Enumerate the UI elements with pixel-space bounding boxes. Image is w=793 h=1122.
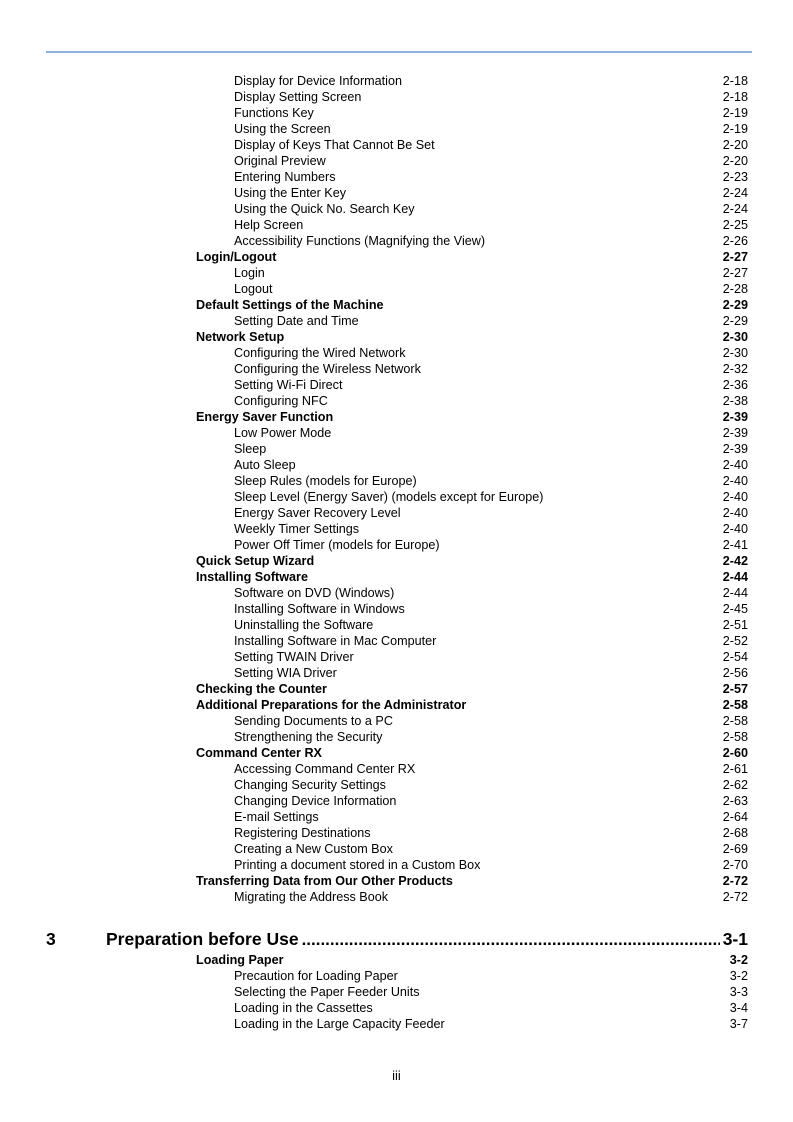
entry-title: Configuring the Wireless Network <box>234 362 421 376</box>
toc-subsection-entry[interactable] <box>234 648 748 664</box>
entry-title: Migrating the Address Book <box>234 890 389 904</box>
entry-page: 2-39 <box>722 410 748 424</box>
toc-subsection-entry[interactable] <box>234 120 748 136</box>
entry-title: Display of Keys That Cannot Be Set <box>234 138 435 152</box>
entry-page: 2-26 <box>722 234 748 248</box>
entry-title: Login/Logout <box>196 250 277 264</box>
toc-subsection-entry[interactable] <box>234 424 748 440</box>
chapter-title: Preparation before Use <box>106 929 299 949</box>
entry-title: Uninstalling the Software <box>234 618 374 632</box>
toc-section-entry[interactable] <box>196 680 748 696</box>
toc-subsection-entry[interactable] <box>234 967 748 983</box>
toc-subsection-entry[interactable] <box>234 840 748 856</box>
entry-page: 2-72 <box>722 874 748 888</box>
entry-page: 2-57 <box>722 682 748 696</box>
toc-subsection-entry[interactable] <box>234 344 748 360</box>
page-number: iii <box>392 1068 401 1083</box>
entry-page: 2-40 <box>722 490 748 504</box>
toc-subsection-entry[interactable] <box>234 456 748 472</box>
toc-subsection-entry[interactable] <box>234 520 748 536</box>
entry-title: Sleep <box>234 442 267 456</box>
entry-page: 2-24 <box>722 202 748 216</box>
entry-title: Changing Security Settings <box>234 778 386 792</box>
toc-subsection-entry[interactable] <box>234 824 748 840</box>
entry-page: 2-27 <box>722 250 748 264</box>
entry-title: Transferring Data from Our Other Products <box>196 874 453 888</box>
toc-subsection-entry[interactable] <box>234 72 748 88</box>
entry-page: 2-56 <box>722 666 748 680</box>
toc-subsection-entry[interactable] <box>234 584 748 600</box>
entry-page: 2-23 <box>722 170 748 184</box>
entry-title: Precaution for Loading Paper <box>234 969 398 983</box>
entry-page: 2-58 <box>722 698 748 712</box>
toc-subsection-entry[interactable] <box>234 712 748 728</box>
entry-title: Accessibility Functions (Magnifying the View) <box>234 234 486 248</box>
entry-title: Setting TWAIN Driver <box>234 650 354 664</box>
entry-page: 2-44 <box>722 586 748 600</box>
entry-page: 2-38 <box>722 394 748 408</box>
entry-title: Using the Quick No. Search Key <box>234 202 415 216</box>
entry-title: E-mail Settings <box>234 810 319 824</box>
chapter-page: 3-1 <box>722 929 748 949</box>
entry-page: 2-20 <box>722 154 748 168</box>
toc-subsection-entry[interactable] <box>234 600 748 616</box>
toc-subsection-entry[interactable] <box>234 392 748 408</box>
entry-page: 2-19 <box>722 106 748 120</box>
entry-title: Additional Preparations for the Administrator <box>196 698 467 712</box>
entry-title: Installing Software in Mac Computer <box>234 634 437 648</box>
entry-title: Using the Screen <box>234 122 331 136</box>
entry-page: 2-45 <box>722 602 748 616</box>
toc-section-entry[interactable] <box>196 248 748 264</box>
entry-page: 2-44 <box>722 570 748 584</box>
entry-title: Installing Software in Windows <box>234 602 405 616</box>
toc-subsection-entry[interactable] <box>234 376 748 392</box>
entry-title: Setting Date and Time <box>234 314 359 328</box>
entry-title: Printing a document stored in a Custom Box <box>234 858 481 872</box>
entry-page: 2-40 <box>722 506 748 520</box>
toc-subsection-entry[interactable] <box>234 168 748 184</box>
toc-subsection-entry[interactable] <box>234 152 748 168</box>
entry-page: 2-69 <box>722 842 748 856</box>
toc-subsection-entry[interactable] <box>234 264 748 280</box>
entry-title: Checking the Counter <box>196 682 327 696</box>
entry-page: 2-40 <box>722 474 748 488</box>
entry-title: Setting WIA Driver <box>234 666 337 680</box>
entry-page: 3-2 <box>729 953 748 967</box>
entry-page: 2-27 <box>722 266 748 280</box>
entry-title: Login <box>234 266 265 280</box>
entry-title: Strengthening the Security <box>234 730 383 744</box>
entry-title: Entering Numbers <box>234 170 336 184</box>
entry-title: Software on DVD (Windows) <box>234 586 395 600</box>
entry-title: Network Setup <box>196 330 285 344</box>
toc-subsection-entry[interactable] <box>234 104 748 120</box>
entry-page: 2-29 <box>722 314 748 328</box>
entry-page: 2-24 <box>722 186 748 200</box>
entry-title: Sleep Level (Energy Saver) (models except for Europe) <box>234 490 544 504</box>
entry-page: 2-36 <box>722 378 748 392</box>
entry-page: 3-3 <box>729 985 748 999</box>
entry-page: 2-51 <box>722 618 748 632</box>
entry-page: 2-18 <box>722 74 748 88</box>
toc-subsection-entry[interactable] <box>234 776 748 792</box>
entry-title: Display for Device Information <box>234 74 402 88</box>
entry-title: Command Center RX <box>196 746 322 760</box>
entry-page: 2-58 <box>722 730 748 744</box>
entry-title: Sending Documents to a PC <box>234 714 393 728</box>
entry-title: Accessing Command Center RX <box>234 762 416 776</box>
entry-title: Sleep Rules (models for Europe) <box>234 474 417 488</box>
toc-subsection-entry[interactable] <box>234 1015 748 1031</box>
entry-page: 2-32 <box>722 362 748 376</box>
entry-title: Energy Saver Function <box>196 410 334 424</box>
toc-subsection-entry[interactable] <box>234 136 748 152</box>
toc-subsection-entry[interactable] <box>234 856 748 872</box>
entry-title: Changing Device Information <box>234 794 397 808</box>
entry-page: 2-20 <box>722 138 748 152</box>
entry-title: Low Power Mode <box>234 426 332 440</box>
entry-page: 2-30 <box>722 346 748 360</box>
toc-subsection-entry[interactable] <box>234 232 748 248</box>
entry-page: 2-54 <box>722 650 748 664</box>
toc-subsection-entry[interactable] <box>234 360 748 376</box>
toc-subsection-entry[interactable] <box>234 999 748 1015</box>
toc-subsection-entry[interactable] <box>234 616 748 632</box>
entry-title: Help Screen <box>234 218 304 232</box>
entry-page: 2-58 <box>722 714 748 728</box>
toc-subsection-entry[interactable] <box>234 792 748 808</box>
entry-title: Auto Sleep <box>234 458 296 472</box>
header-rule <box>46 51 752 53</box>
toc-subsection-entry[interactable] <box>234 280 748 296</box>
entry-title: Configuring the Wired Network <box>234 346 406 360</box>
entry-page: 2-30 <box>722 330 748 344</box>
entry-page: 2-39 <box>722 426 748 440</box>
toc-section-entry[interactable] <box>196 296 748 312</box>
entry-page: 2-70 <box>722 858 748 872</box>
toc-section-entry[interactable] <box>196 696 748 712</box>
toc-subsection-entry[interactable] <box>234 200 748 216</box>
toc-section-entry[interactable] <box>196 328 748 344</box>
entry-title: Logout <box>234 282 273 296</box>
entry-page: 2-64 <box>722 810 748 824</box>
toc-subsection-entry[interactable] <box>234 88 748 104</box>
chapter-number: 3 <box>46 929 56 949</box>
entry-title: Original Preview <box>234 154 326 168</box>
toc-subsection-entry[interactable] <box>234 760 748 776</box>
toc-section-entry[interactable] <box>196 552 748 568</box>
entry-page: 2-29 <box>722 298 748 312</box>
toc-section-entry[interactable] <box>196 568 748 584</box>
entry-page: 2-19 <box>722 122 748 136</box>
entry-title: Creating a New Custom Box <box>234 842 393 856</box>
entry-page: 2-68 <box>722 826 748 840</box>
entry-page: 2-25 <box>722 218 748 232</box>
entry-title: Loading in the Large Capacity Feeder <box>234 1017 445 1031</box>
entry-page: 3-4 <box>729 1001 748 1015</box>
toc-subsection-entry[interactable] <box>234 632 748 648</box>
entry-title: Display Setting Screen <box>234 90 362 104</box>
entry-page: 2-41 <box>722 538 748 552</box>
entry-title: Functions Key <box>234 106 314 120</box>
entry-page: 2-18 <box>722 90 748 104</box>
toc-section-entry[interactable] <box>196 872 748 888</box>
entry-title: Loading in the Cassettes <box>234 1001 373 1015</box>
toc-subsection-entry[interactable] <box>234 184 748 200</box>
toc-subsection-entry[interactable] <box>234 536 748 552</box>
entry-page: 2-42 <box>722 554 748 568</box>
entry-page: 2-72 <box>722 890 748 904</box>
toc-subsection-entry[interactable] <box>234 664 748 680</box>
entry-page: 2-62 <box>722 778 748 792</box>
entry-page: 2-52 <box>722 634 748 648</box>
toc-subsection-entry[interactable] <box>234 728 748 744</box>
entry-title: Selecting the Paper Feeder Units <box>234 985 420 999</box>
entry-page: 2-60 <box>722 746 748 760</box>
entry-page: 2-61 <box>722 762 748 776</box>
toc-subsection-entry[interactable] <box>234 440 748 456</box>
entry-title: Installing Software <box>196 570 308 584</box>
entry-title: Power Off Timer (models for Europe) <box>234 538 440 552</box>
entry-title: Weekly Timer Settings <box>234 522 360 536</box>
toc-section-entry[interactable] <box>196 951 748 967</box>
entry-page: 3-2 <box>729 969 748 983</box>
entry-page: 2-40 <box>722 458 748 472</box>
entry-title: Registering Destinations <box>234 826 371 840</box>
toc-subsection-entry[interactable] <box>234 472 748 488</box>
toc-subsection-entry[interactable] <box>234 808 748 824</box>
toc-subsection-entry[interactable] <box>234 888 748 904</box>
toc-subsection-entry[interactable] <box>234 983 748 999</box>
entry-title: Quick Setup Wizard <box>196 554 315 568</box>
entry-title: Using the Enter Key <box>234 186 347 200</box>
toc-subsection-entry[interactable] <box>234 216 748 232</box>
entry-title: Configuring NFC <box>234 394 328 408</box>
entry-title: Loading Paper <box>196 953 284 967</box>
entry-page: 2-63 <box>722 794 748 808</box>
toc-subsection-entry[interactable] <box>234 488 748 504</box>
toc-section-entry[interactable] <box>196 408 748 424</box>
dot-leader <box>302 928 720 950</box>
entry-page: 2-39 <box>722 442 748 456</box>
entry-title: Default Settings of the Machine <box>196 298 384 312</box>
entry-page: 2-28 <box>722 282 748 296</box>
toc-section-entry[interactable] <box>196 744 748 760</box>
entry-page: 2-40 <box>722 522 748 536</box>
toc-subsection-entry[interactable] <box>234 504 748 520</box>
toc-subsection-entry[interactable] <box>234 312 748 328</box>
entry-page: 3-7 <box>729 1017 748 1031</box>
entry-title: Setting Wi-Fi Direct <box>234 378 343 392</box>
entry-title: Energy Saver Recovery Level <box>234 506 401 520</box>
toc-chapter-entry[interactable] <box>46 928 748 950</box>
